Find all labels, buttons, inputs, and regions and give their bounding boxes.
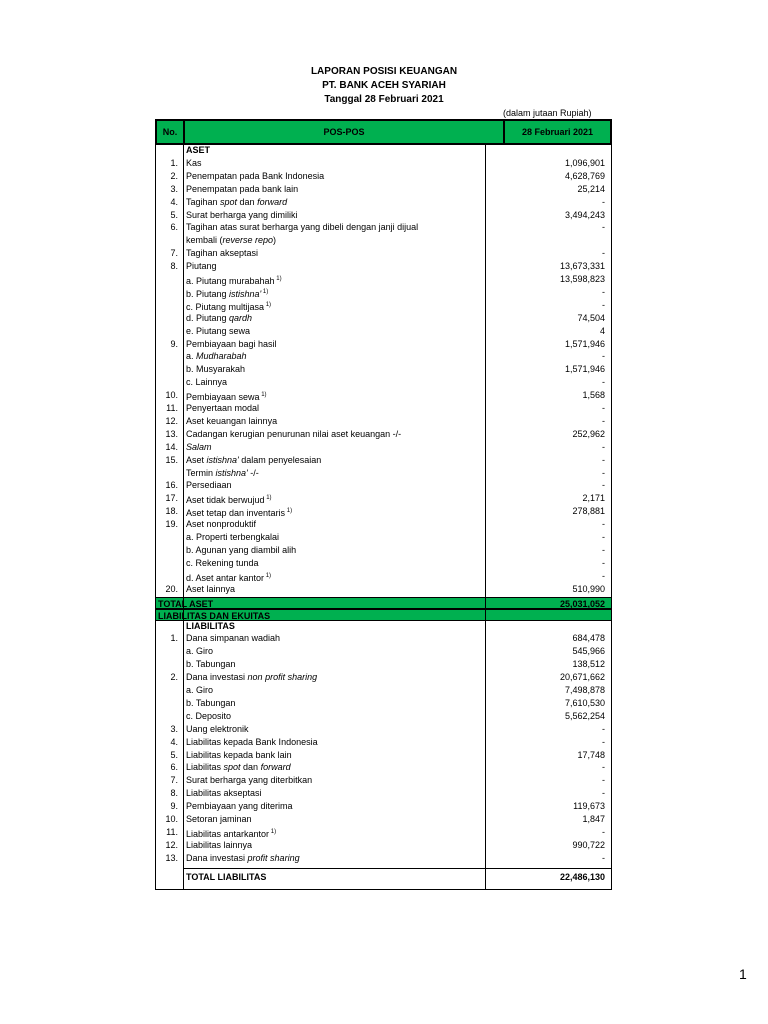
row-label: b. Tabungan bbox=[186, 659, 236, 670]
row-number: 20. bbox=[165, 583, 178, 594]
row-label: Aset lainnya bbox=[186, 583, 236, 594]
row-value: 1,571,946 bbox=[564, 338, 605, 349]
report-date: Tanggal 28 Februari 2021 bbox=[324, 94, 444, 105]
row-label: b. Tabungan bbox=[186, 697, 236, 708]
row-value: 7,498,878 bbox=[564, 685, 605, 695]
row-label: c. Deposito bbox=[186, 710, 232, 721]
row-number: 2. bbox=[170, 672, 178, 683]
row-value: - bbox=[602, 377, 605, 388]
row-label: Piutang bbox=[186, 261, 217, 272]
row-number: 6. bbox=[170, 222, 178, 233]
row-value: 20,671,662 bbox=[559, 672, 605, 683]
row-label: LIABILITAS bbox=[186, 620, 235, 631]
row-number: 5. bbox=[170, 209, 178, 220]
total-aset-value: 25,031,052 bbox=[559, 598, 605, 609]
row-label: b. Agunan yang diambil alih bbox=[186, 544, 297, 555]
liabilitas-ekuitas-band bbox=[156, 609, 611, 621]
row-number: 8. bbox=[170, 788, 178, 799]
row-label: Liabilitas antarkantor $^{1)}$ bbox=[186, 828, 277, 839]
unit-note: (dalam jutaan Rupiah) bbox=[503, 108, 592, 118]
row-label: Pembiayaan sewa $^{1)}$ bbox=[186, 392, 267, 403]
row-label: e. Piutang sewa bbox=[186, 325, 251, 336]
row-label: Termin istishna' -/- bbox=[186, 467, 259, 478]
row-value: - bbox=[602, 441, 605, 452]
row-label: Pembiayaan bagi hasil bbox=[186, 338, 277, 349]
row-label: Liabilitas lainnya bbox=[186, 839, 253, 850]
row-label: Tagihan akseptasi bbox=[186, 248, 259, 259]
footnote-marker: 1) bbox=[264, 495, 272, 502]
row-value: - bbox=[602, 222, 605, 233]
row-label: Liabilitas spot dan forward bbox=[186, 762, 291, 773]
row-label: a. Piutang murabahah $^{1)}$ bbox=[186, 276, 282, 286]
row-value: - bbox=[602, 852, 605, 863]
row-label: Kas bbox=[186, 157, 202, 168]
row-number: 15. bbox=[165, 454, 178, 465]
row-label: kembali (reverse repo) bbox=[186, 235, 277, 246]
row-value: - bbox=[602, 403, 605, 413]
row-value: - bbox=[602, 519, 605, 530]
row-label: Uang elektronik bbox=[186, 723, 249, 734]
row-value: 7,610,530 bbox=[564, 697, 605, 708]
header-no: No. bbox=[157, 121, 185, 143]
row-label: c. Piutang multijasa $^{1)}$ bbox=[186, 301, 272, 312]
row-value: - bbox=[602, 351, 605, 362]
row-value: - bbox=[602, 248, 605, 259]
row-label: Cadangan kerugian penurunan nilai aset keuangan -/- bbox=[186, 428, 402, 439]
row-label: a. Properti terbengkalai bbox=[186, 532, 280, 542]
row-value: - bbox=[602, 299, 605, 310]
row-number: 5. bbox=[170, 749, 178, 760]
row-label: Aset tidak berwujud $^{1)}$ bbox=[186, 495, 272, 506]
row-value: 17,748 bbox=[577, 749, 605, 760]
footnote-marker: 1) bbox=[264, 572, 272, 579]
row-number: 2. bbox=[170, 170, 178, 181]
row-value: - bbox=[602, 454, 605, 465]
row-value: 545,966 bbox=[572, 646, 605, 657]
column-divider bbox=[183, 145, 184, 889]
row-value: - bbox=[602, 415, 605, 426]
row-value: 3,494,243 bbox=[564, 209, 605, 220]
row-value: 278,881 bbox=[572, 506, 605, 517]
header-date: 28 Februari 2021 bbox=[521, 127, 594, 137]
table-body bbox=[155, 145, 612, 890]
row-value: 5,562,254 bbox=[564, 710, 605, 721]
row-label: a. Giro bbox=[186, 685, 214, 695]
row-value: 25,214 bbox=[577, 183, 605, 194]
row-label: b. Musyarakah bbox=[186, 364, 246, 375]
row-label: d. Aset antar kantor $^{1)}$ bbox=[186, 572, 272, 583]
row-label: a. Mudharabah bbox=[186, 351, 247, 362]
footnote-marker: 1) bbox=[264, 301, 272, 308]
row-number: 4. bbox=[170, 736, 178, 747]
row-number: 11. bbox=[166, 403, 178, 413]
financial-position-table bbox=[155, 119, 612, 890]
row-label: Liabilitas kepada Bank Indonesia bbox=[186, 736, 318, 747]
row-number: 7. bbox=[170, 775, 178, 786]
row-value: 510,990 bbox=[572, 583, 605, 594]
row-label: Aset keuangan lainnya bbox=[186, 415, 278, 426]
row-value: - bbox=[602, 480, 605, 491]
row-value: - bbox=[602, 286, 605, 297]
footnote-marker: 1) bbox=[261, 288, 269, 295]
row-number: 7. bbox=[170, 248, 178, 259]
footnote-marker: 1) bbox=[259, 392, 267, 399]
row-label: Tagihan spot dan forward bbox=[186, 196, 288, 207]
row-value: 2,171 bbox=[582, 493, 605, 504]
row-label: b. Piutang istishna' $^{1)}$ bbox=[186, 288, 269, 299]
bank-name: PT. BANK ACEH SYARIAH bbox=[322, 80, 446, 91]
column-divider bbox=[485, 145, 486, 889]
row-number: 17. bbox=[165, 493, 178, 504]
row-value: 1,571,946 bbox=[564, 364, 605, 375]
row-label: Dana investasi non profit sharing bbox=[186, 672, 318, 683]
row-label: Penyertaan modal bbox=[186, 403, 260, 413]
row-label: Liabilitas akseptasi bbox=[186, 788, 262, 799]
row-number: 19. bbox=[165, 519, 178, 530]
row-value: 13,598,823 bbox=[559, 274, 605, 284]
row-label: a. Giro bbox=[186, 646, 214, 657]
row-label: c. Lainnya bbox=[186, 377, 228, 388]
row-value: - bbox=[602, 532, 605, 542]
row-number: 12. bbox=[165, 415, 178, 426]
row-label: Dana simpanan wadiah bbox=[186, 633, 281, 644]
footnote-marker: 1) bbox=[269, 828, 277, 835]
row-number: 8. bbox=[170, 261, 178, 272]
row-value: - bbox=[602, 467, 605, 478]
header-pos: POS-POS bbox=[185, 121, 505, 143]
row-number: 1. bbox=[170, 157, 178, 168]
row-label: Aset tetap dan inventaris $^{1)}$ bbox=[186, 508, 293, 519]
row-number: 13. bbox=[165, 852, 178, 863]
row-value: - bbox=[602, 570, 605, 581]
row-label: Setoran jaminan bbox=[186, 814, 252, 824]
row-number: 3. bbox=[170, 183, 178, 194]
row-value: 119,673 bbox=[573, 801, 605, 812]
row-value: 74,504 bbox=[577, 312, 605, 323]
row-value: - bbox=[602, 736, 605, 747]
total-aset bbox=[156, 597, 611, 609]
row-label: c. Rekening tunda bbox=[186, 557, 259, 568]
row-label: ASET bbox=[186, 145, 211, 155]
row-label: Liabilitas kepada bank lain bbox=[186, 749, 292, 760]
row-number: 16. bbox=[165, 480, 178, 491]
row-label: Pembiayaan yang diterima bbox=[186, 801, 293, 812]
row-number: 13. bbox=[165, 428, 178, 439]
row-label: Dana investasi profit sharing bbox=[186, 852, 300, 863]
row-value: 1,847 bbox=[582, 814, 605, 824]
row-value: 252,962 bbox=[572, 428, 605, 439]
row-number: 11. bbox=[166, 826, 178, 837]
liabilitas-ekuitas-band-label: LIABILITAS DAN EKUITAS bbox=[158, 610, 271, 621]
row-number: 1. bbox=[170, 633, 178, 644]
row-number: 6. bbox=[170, 762, 178, 773]
row-number: 10. bbox=[165, 814, 178, 824]
row-number: 9. bbox=[170, 338, 178, 349]
row-value: - bbox=[602, 544, 605, 555]
table-header bbox=[155, 119, 612, 145]
row-value: 13,673,331 bbox=[559, 261, 605, 272]
total-liabilitas-value: 22,486,130 bbox=[559, 871, 605, 882]
report-title: LAPORAN POSISI KEUANGAN bbox=[310, 66, 458, 77]
total-aset-label: TOTAL ASET bbox=[158, 598, 214, 609]
row-value: 4,628,769 bbox=[564, 170, 605, 181]
row-number: 4. bbox=[170, 196, 178, 207]
total-liabilitas-label: TOTAL LIABILITAS bbox=[186, 871, 267, 882]
row-label: Aset nonproduktif bbox=[186, 519, 257, 530]
row-label: Penempatan pada Bank Indonesia bbox=[186, 170, 325, 181]
row-label: Persediaan bbox=[186, 480, 232, 491]
row-number: 10. bbox=[165, 390, 178, 401]
row-value: - bbox=[602, 762, 605, 773]
row-value: - bbox=[602, 196, 605, 207]
row-value: 1,568 bbox=[582, 390, 605, 401]
row-number: 3. bbox=[170, 723, 178, 734]
row-value: - bbox=[602, 723, 605, 734]
row-value: - bbox=[602, 826, 605, 837]
row-value: 138,512 bbox=[572, 659, 605, 670]
row-value: - bbox=[602, 788, 605, 799]
footnote-marker: 1) bbox=[274, 276, 282, 282]
row-value: 990,722 bbox=[572, 839, 605, 850]
row-value: 1,096,901 bbox=[564, 157, 605, 168]
row-value: - bbox=[602, 775, 605, 786]
row-label: Surat berharga yang dimiliki bbox=[186, 209, 298, 220]
row-number: 14. bbox=[165, 441, 178, 452]
row-value: 684,478 bbox=[572, 633, 605, 644]
row-number: 9. bbox=[170, 801, 178, 812]
row-label: Salam bbox=[186, 441, 212, 452]
row-label: Aset istishna' dalam penyelesaian bbox=[186, 454, 322, 465]
footnote-marker: 1) bbox=[285, 508, 293, 515]
row-value: 4 bbox=[599, 325, 605, 336]
row-number: 18. bbox=[165, 506, 178, 517]
page-number: 1 bbox=[739, 966, 747, 982]
row-label: Surat berharga yang diterbitkan bbox=[186, 775, 313, 786]
row-label: Tagihan atas surat berharga yang dibeli dengan janji dijual bbox=[186, 222, 419, 233]
row-value: - bbox=[602, 557, 605, 568]
row-label: d. Piutang qardh bbox=[186, 312, 253, 323]
row-number: 12. bbox=[165, 839, 178, 850]
row-label: Penempatan pada bank lain bbox=[186, 183, 299, 194]
